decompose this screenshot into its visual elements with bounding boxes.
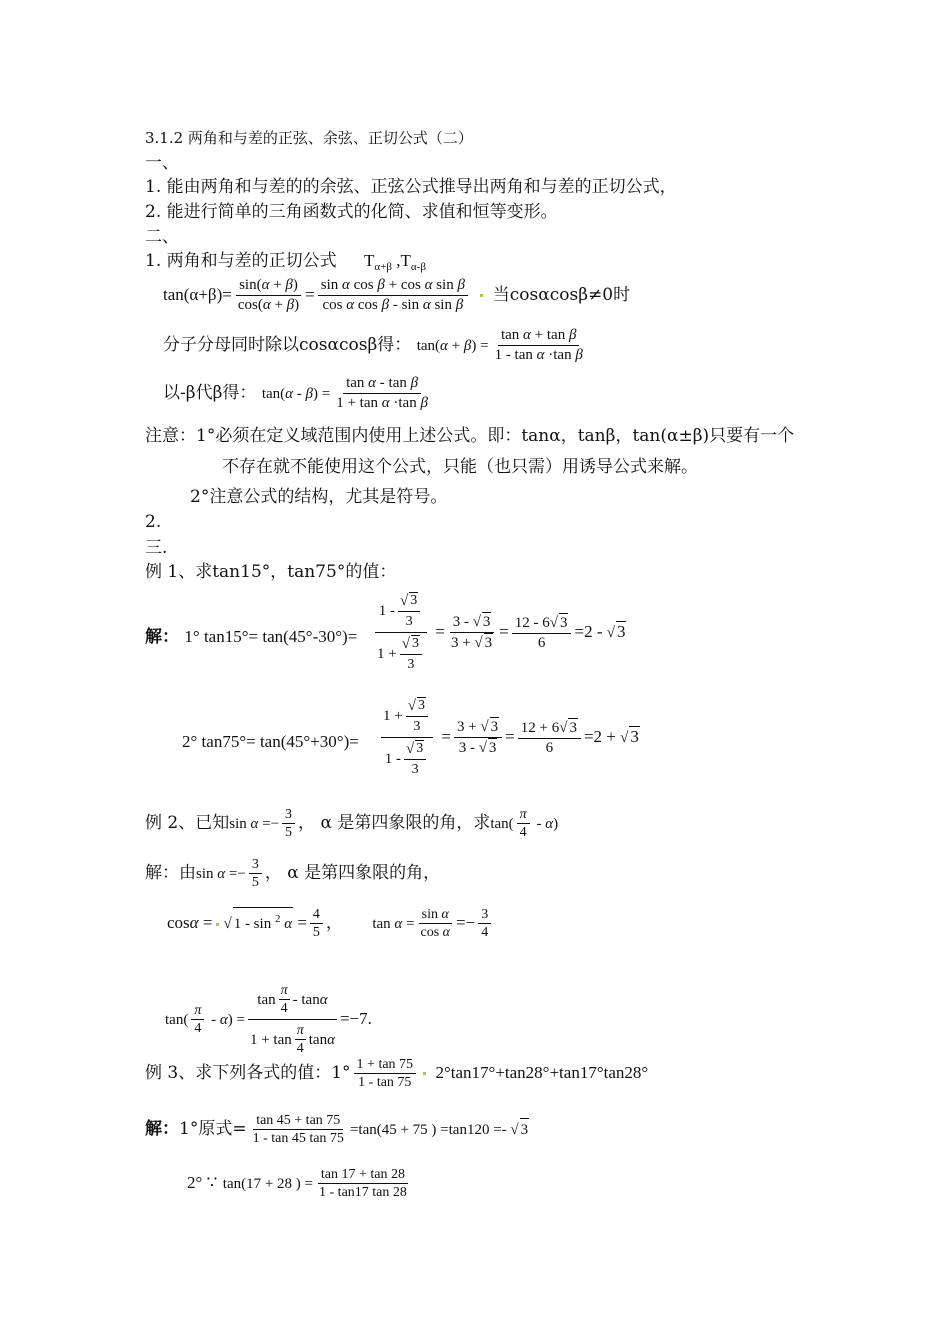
section-3-heading: 三. [145,538,168,558]
formula-tan-diff-text: 以-β代β得： [163,383,257,403]
formula-heading-text: 1. 两角和与差的正切公式 [145,251,337,271]
formula-tan-diff: 以-β代β得： tan(α - β) = $\frac{\text{tan α - tan β}}{\text{1 + tan α ·tan β}}$ [163,375,428,411]
goal-1: 1. 能由两角和与差的的余弦、正弦公式推导出两角和与差的正切公式， [145,177,677,197]
solution-label: 解 [145,627,162,647]
formula-tan-sum: 分子分母同时除以cosαcosβ得： tan(α + β) = $\frac{\text{tan α + tan β}}{\text{1 - tan α ·tan β}}$ [163,327,583,363]
solution-1b-text: 2° tan75°= tan(45°+30°)= [182,732,359,751]
note-2: 2°注意公式的结构，尤其是符号。 [190,487,448,507]
section-1-heading: 一、 [145,153,179,173]
page-title: 3.1.2 两角和与差的正弦、余弦、正切公式（二） [145,129,473,147]
note-1-cont: 不存在就不能使用这个公式，只能（也只需）用诱导公式来解。 [222,457,698,477]
solution-3a: 解：1°原式= $\frac{\tan 45 + \tan 75}{1 - \tan 45 \tan 75}$ =tan(45 + 75 ) =tan120 =- √ 3 [145,1113,529,1146]
solution-1a: 解： 1° tan15°= tan(45°-30°)= [145,627,358,647]
solution-2-result: tan( $\frac{\pi}{4}$ - α) = tan $\frac{\pi}{4}$ - tan α 1 + tan $\frac{\pi}{4}$ tan α =−7. [165,983,372,1056]
formula-condition: 当cosαcosβ≠0时 [492,285,631,305]
solution-1a-text: 1° tan15°= tan(45°-30°)= [184,627,358,646]
solution-3b-text: 2° ∵ [187,1173,218,1192]
goal-2: 2. 能进行简单的三角函数式的化简、求值和恒等变形。 [145,202,558,222]
formula-heading: 1. 两角和与差的正切公式 $T_{\alpha+\beta}$ $,T_{\alpha-\beta}$ [145,251,426,273]
solution-1a-math: 1 - √ 3 3 1 + √ 3 3 = $\frac{3 - √ 3}{3 + √ 3}$ = $\frac{12 - 6√ 3}{6}$ =2 - √ 3 [377,592,626,672]
example-1: 例 1、求tan15°，tan75°的值： [145,562,397,582]
example-3-text: 例 3、求下列各式的值：1° [145,1063,351,1083]
formula-tan-sum-text: 分子分母同时除以cosαcosβ得： [163,335,412,355]
solution-2-cos-tan: cosα = √ 1 - sin $^2$ α = $\frac{4}{5}$ ， tan α = $\frac{\text{sin α}}{\text{cos α}}$ =− $\frac{3}{4}$ [167,906,494,941]
example-2: 例 2、已知sin α =− $\frac{3}{5}$ ， α 是第四象限的角，求tan( $\frac{\pi}{4}$ - α) [145,807,559,840]
solution-2-text-b: ， α 是第四象限的角， [264,863,441,883]
example-2-text-a: 例 2、已知 [145,813,230,833]
solution-2-text-a: 解：由 [145,863,196,883]
solution-1b [182,731,359,753]
example-2-text-b: ， α 是第四象限的角，求 [298,813,491,833]
solution-1b-math: 1 + √ 3 3 1 - √ 3 3 = $\frac{3 + √ 3}{3 - √ 3}$ = $\frac{12 + 6√ 3}{6}$ =2 + √ 3 [383,697,639,777]
note-1: 注意：1°必须在定义域范围内使用上述公式。即：tanα，tanβ，tan(α±β)只要有一个 [145,426,795,446]
example-3: 例 3、求下列各式的值：1° $\frac{1 + \tan 75}{1 - \tan 75}$ 2°tan17°+tan28°+tan17°tan28° [145,1057,649,1090]
solution-2: 解：由sin α =− $\frac{3}{5}$ ， α 是第四象限的角， [145,857,441,890]
solution-3a-text: 1°原式= [179,1119,247,1139]
example-3-part-2: 2°tan17°+tan28°+tan17°tan28° [435,1063,649,1082]
item-2: 2. [145,512,162,532]
solution-3b: 2° ∵ tan(17 + 28 ) = $\frac{\tan 17 + \tan 28}{1 - \tan 17 \tan 28}$ [187,1167,407,1200]
formula-tan-sum-derivation: tan(α+β)= $\frac{\sin(\alpha + \beta)}{\cos(\alpha + \beta)}$ = $\frac{\text{sin α cos β + cos α sin β}}{\text{cos α cos β - sin α sin β}}$ 当cosαcosβ≠0时 [163,277,631,313]
section-2-heading: 二、 [145,227,179,247]
formula-lhs: tan(α+β)= [163,285,232,304]
